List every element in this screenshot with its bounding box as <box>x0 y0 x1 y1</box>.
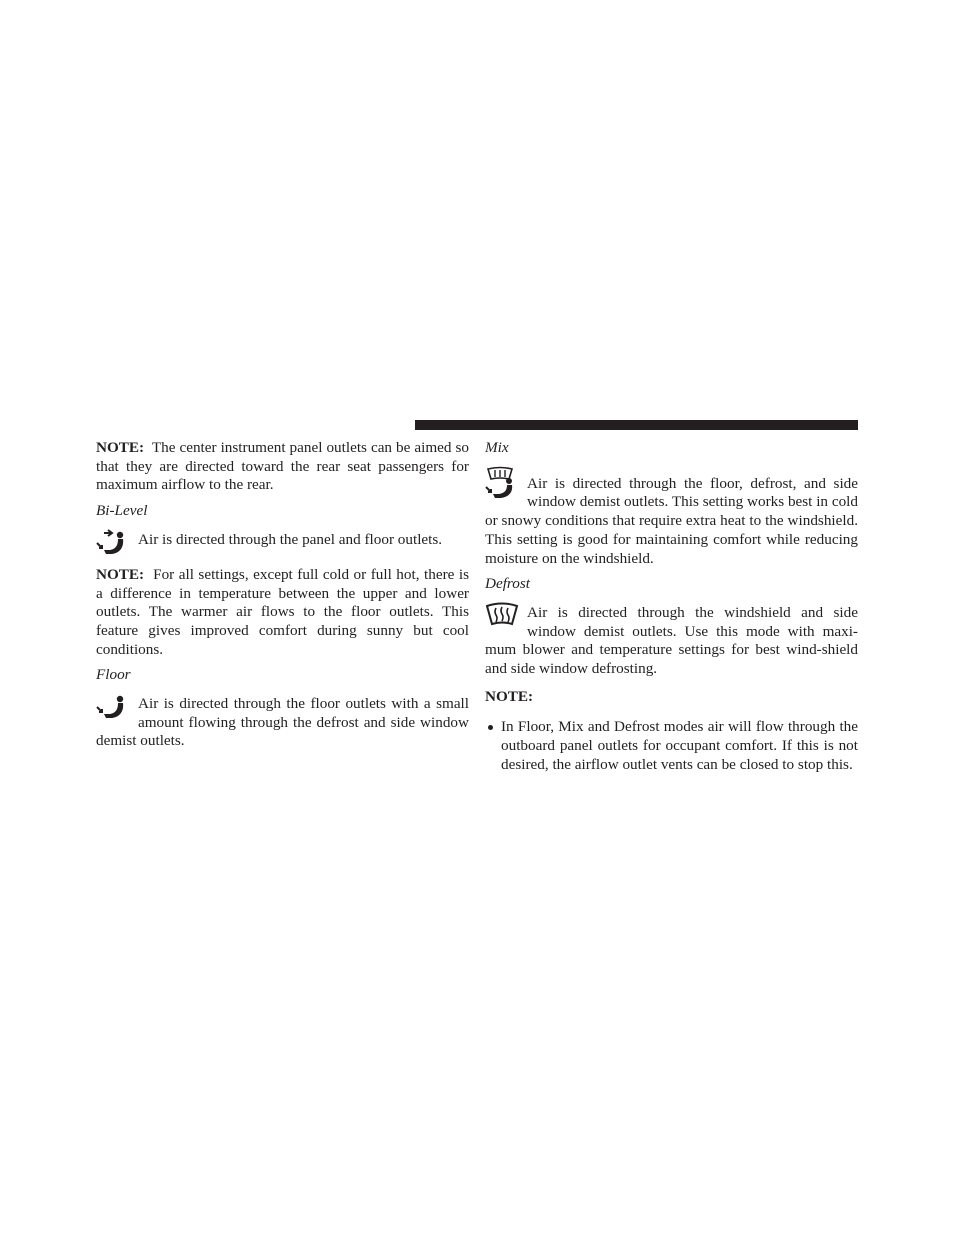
bullet-text: In Floor, Mix and Defrost modes air will flow through the outboard panel outlets for occupant comfort. If this is not desired, the airflow outlet vents can be closed to stop this. <box>501 718 858 773</box>
note3-label: NOTE: <box>485 687 534 705</box>
defrost-section <box>485 602 858 679</box>
bilevel-heading: Bi-Level <box>96 502 148 520</box>
floor-heading: Floor <box>96 666 131 684</box>
mix-mode-icon <box>485 466 527 502</box>
section-header-bar <box>415 420 858 430</box>
note-text: For all settings, except full cold or full hot, there is a difference in temperature between the upper and lower outlets. The warmer air flows to the floor outlets. This feature gives improved comfort during sunny but cool conditions. <box>96 565 470 658</box>
defrost-mode-icon <box>485 602 527 632</box>
left-column <box>96 439 469 751</box>
note-label: NOTE: <box>96 439 145 456</box>
right-column <box>485 439 858 775</box>
floor-text: Air is directed through the floor outlets with a small amount flowing through the defrost and side window demist outlets. <box>96 695 469 750</box>
bilevel-text: Air is directed through the panel and floor outlets. <box>138 530 443 548</box>
defrost-heading: Defrost <box>485 575 530 593</box>
list-item <box>485 718 858 774</box>
mix-section <box>485 466 858 569</box>
mix-text: Air is directed through the floor, defrost, and side window demist outlets. This setting works best in cold or snowy conditions that require extra heat to the windshield. This setting is good for maintaining comfort while reducing moisture on the windshield. <box>485 474 858 567</box>
note-label: NOTE: <box>96 565 145 583</box>
floor-mode-icon <box>96 693 138 723</box>
note-bullet-list <box>485 718 858 774</box>
bilevel-section <box>96 529 469 559</box>
note-temperature-difference <box>96 566 469 660</box>
defrost-text: Air is directed through the windshield and side window demist outlets. Use this mode with maxi-mum blower and temperature settings for best wind-shield and side window defrosting. <box>485 603 858 678</box>
note-center-outlets <box>96 439 469 495</box>
floor-section <box>96 693 469 751</box>
mix-heading: Mix <box>485 439 509 456</box>
note-text: The center instrument panel outlets can be aimed so that they are directed toward the rear seat passengers for maximum airflow to the rear. <box>96 439 469 494</box>
bullet-icon <box>488 725 493 730</box>
bilevel-mode-icon <box>96 529 138 559</box>
